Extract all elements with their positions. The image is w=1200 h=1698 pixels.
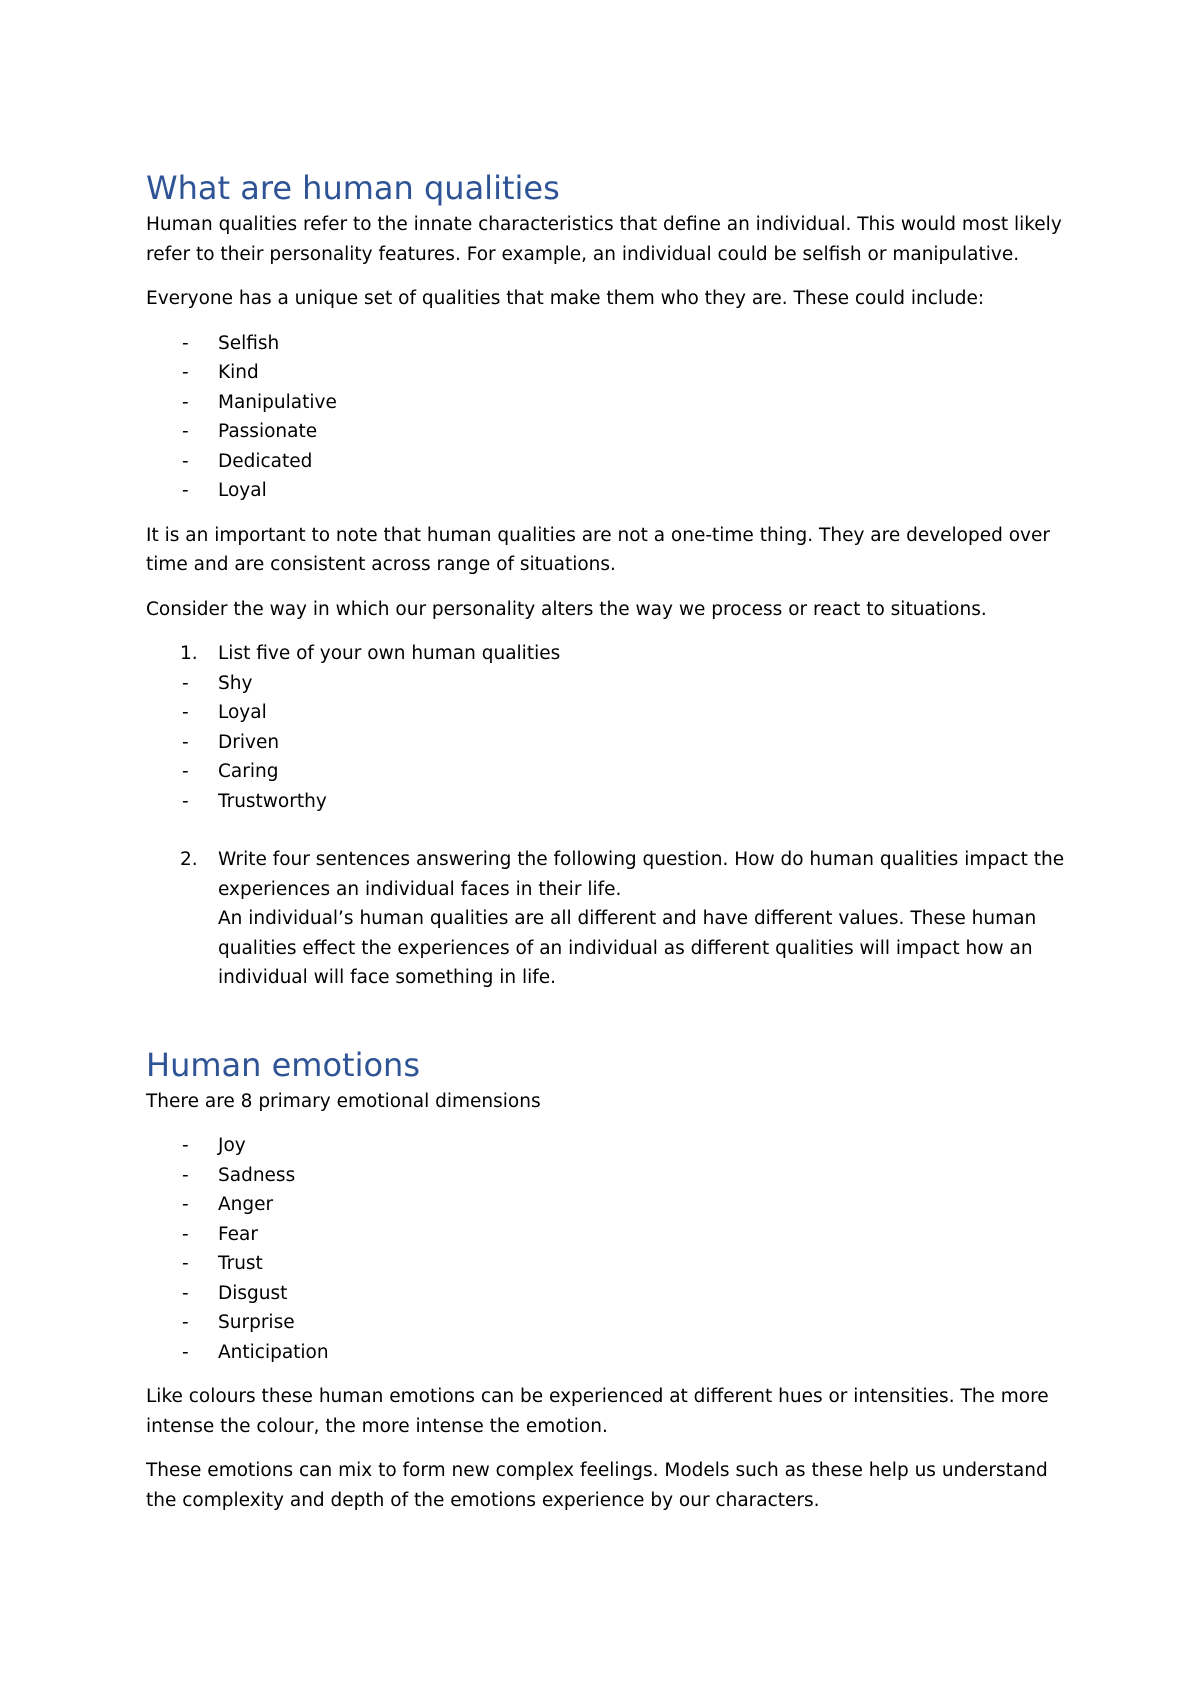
list-item — [146, 1220, 1076, 1250]
dash-marker: - — [182, 450, 189, 472]
dash-marker: - — [182, 332, 189, 354]
list-item-text: Disgust — [218, 1282, 288, 1304]
question-number: 1. — [180, 643, 198, 664]
answer-list-1 — [146, 669, 1076, 817]
question-list-2 — [146, 845, 1076, 993]
list-item — [146, 728, 1076, 758]
question-1 — [146, 639, 1076, 669]
dash-marker: - — [182, 761, 189, 782]
list-item-text: Trustworthy — [218, 790, 327, 812]
list-item — [146, 1190, 1076, 1220]
list-item — [146, 1131, 1076, 1161]
list-item — [146, 329, 1076, 359]
list-item-text: Anticipation — [218, 1341, 329, 1363]
complex-feelings-paragraph: These emotions can mix to form new complex feelings. Models such as these help us understand the complexity and depth of the emotions experience by our characters. — [146, 1460, 1048, 1511]
dash-marker: - — [182, 1164, 189, 1186]
dash-marker: - — [182, 672, 189, 694]
dash-marker: - — [182, 1253, 189, 1274]
list-item — [146, 1161, 1076, 1191]
development-paragraph: It is an important to note that human qualities are not a one-time thing. They are developed over time and are consistent across range of situations. — [146, 524, 1050, 575]
list-item — [146, 1308, 1076, 1338]
dash-marker: - — [182, 391, 189, 413]
list-item — [146, 757, 1076, 787]
dash-marker: - — [182, 1194, 189, 1215]
list-item — [146, 476, 1076, 506]
dash-marker: - — [182, 1312, 189, 1333]
list-item-text: Loyal — [218, 480, 267, 501]
question-1-text: List five of your own human qualities — [218, 643, 561, 664]
list-item — [146, 447, 1076, 477]
dash-marker: - — [182, 362, 189, 383]
list-item-text: Shy — [218, 672, 253, 694]
dash-marker: - — [182, 702, 189, 723]
dash-marker: - — [182, 731, 189, 753]
list-item — [146, 1338, 1076, 1368]
dash-marker: - — [182, 1135, 189, 1156]
consider-paragraph: Consider the way in which our personality alters the way we process or react to situations. — [146, 598, 987, 620]
colours-paragraph: Like colours these human emotions can be experienced at different hues or intensities. The more intense the colour, the more intense the emotion. — [146, 1386, 1049, 1437]
list-item-text: Trust — [218, 1253, 263, 1274]
dash-marker: - — [182, 480, 189, 501]
dash-marker: - — [182, 1341, 189, 1363]
dash-marker: - — [182, 1282, 189, 1304]
list-item — [146, 787, 1076, 817]
dash-marker: - — [182, 1223, 189, 1245]
list-item-text: Anger — [218, 1194, 274, 1215]
list-item-text: Selfish — [218, 332, 280, 354]
question-number: 2. — [180, 849, 198, 870]
list-item — [146, 388, 1076, 418]
question-list-1 — [146, 639, 1076, 669]
question-2-text: Write four sentences answering the following question. How do human qualities impact the experiences an individual faces in their life. — [218, 849, 1065, 900]
list-item-text: Manipulative — [218, 391, 337, 413]
heading-human-qualities: What are human qualities — [146, 169, 560, 207]
list-item — [146, 1279, 1076, 1309]
list-item-text: Sadness — [218, 1164, 296, 1186]
list-item-text: Driven — [218, 731, 280, 753]
list-item — [146, 669, 1076, 699]
intro-paragraph: Human qualities refer to the innate characteristics that define an individual. This would most likely refer to their personality features. For example, an individual could be selfish or manipulative. — [146, 214, 1062, 265]
heading-human-emotions: Human emotions — [146, 1045, 420, 1084]
list-item-text: Loyal — [218, 702, 267, 723]
list-item-text: Fear — [218, 1223, 258, 1245]
list-item-text: Caring — [218, 761, 279, 782]
list-item — [146, 417, 1076, 447]
question-2-answer: An individual’s human qualities are all different and have different values. These human qualities effect the experiences of an individual as different qualities will impact how an individual will face something in life. — [218, 908, 1037, 988]
document-page — [146, 168, 1076, 1530]
list-item-text: Surprise — [218, 1312, 295, 1333]
qualities-list — [146, 329, 1076, 506]
question-2 — [146, 845, 1076, 993]
list-item-text: Dedicated — [218, 450, 313, 472]
dash-marker: - — [182, 421, 189, 442]
list-item — [146, 1249, 1076, 1279]
list-item-text: Kind — [218, 362, 259, 383]
list-item — [146, 698, 1076, 728]
list-item-text: Passionate — [218, 421, 318, 442]
qualities-lead-paragraph: Everyone has a unique set of qualities that make them who they are. These could include: — [146, 288, 985, 309]
spacer — [146, 816, 1076, 845]
emotions-lead-paragraph: There are 8 primary emotional dimensions — [146, 1090, 541, 1112]
emotions-list — [146, 1131, 1076, 1367]
list-item — [146, 358, 1076, 388]
list-item-text: Joy — [218, 1135, 246, 1156]
dash-marker: - — [182, 790, 189, 812]
